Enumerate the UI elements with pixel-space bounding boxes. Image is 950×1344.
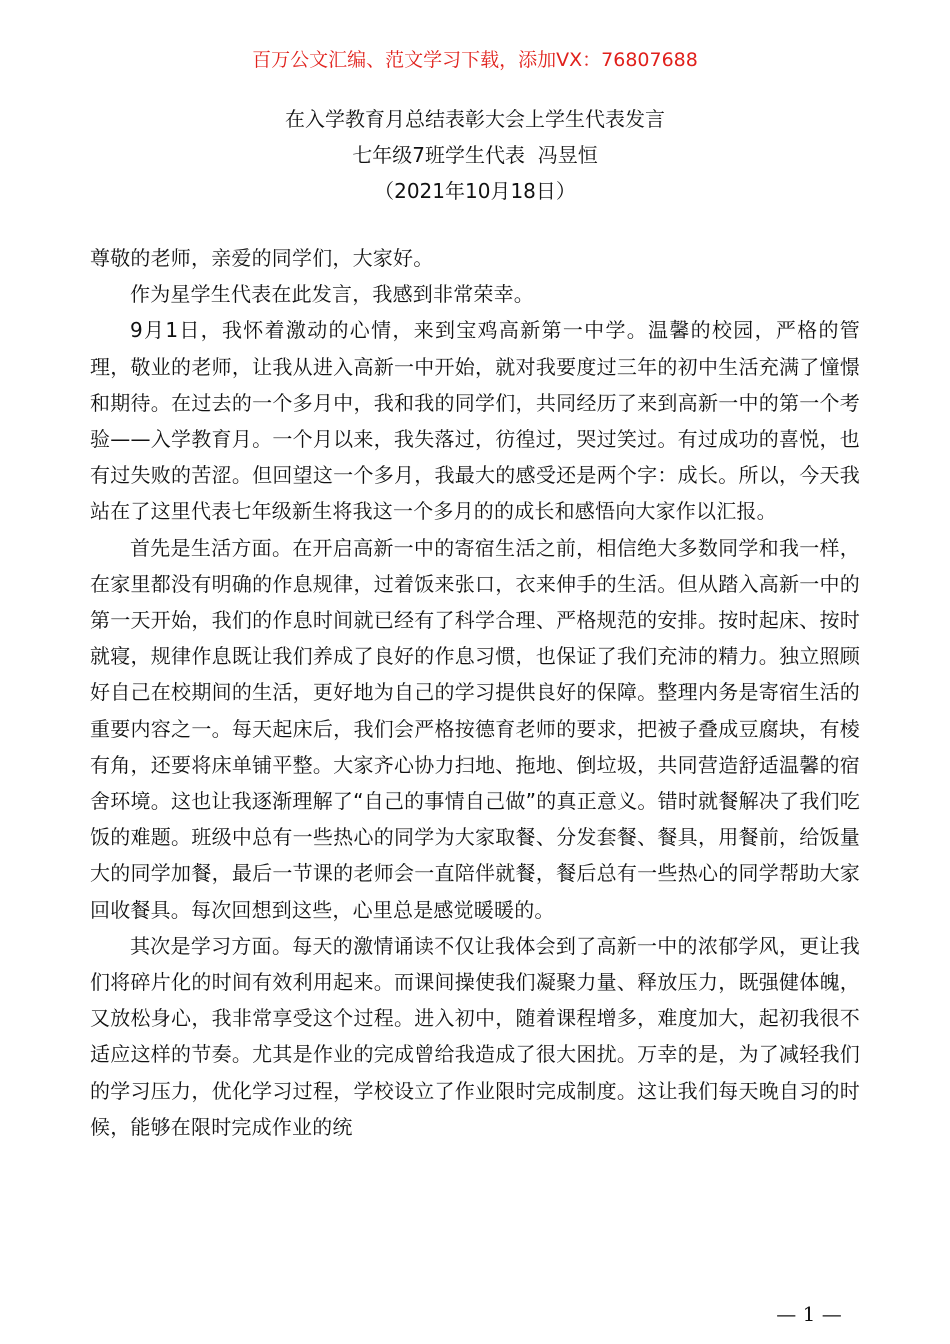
document-body [90, 240, 860, 1145]
banner-text: 百万公文汇编、范文学习下载，添加VX：76807688 [252, 49, 698, 71]
paragraph-2: 9月1日，我怀着激动的心情，来到宝鸡高新第一中学。温馨的校园，严格的管理，敬业的老师，让我从进入高新一中开始，就对我要度过三年的初中生活充满了憧憬和期待。在过去的一个多月中，我和我的同学们，共同经历了来到高新一中的第一个考验——入学教育月。一个月以来，我失落过，彷徨过，哭过笑过。有过成功的喜悦，也有过失败的苦涩。但回望这一个多月，我最大的感受还是两个字：成长。所以，今天我站在了这里代表七年级新生将我这一个多月的的成长和感悟向大家作以汇报。 [90, 318, 860, 524]
page-number: — 1 — [776, 1302, 842, 1326]
paragraph-4: 其次是学习方面。每天的激情诵读不仅让我体会到了高新一中的浓郁学风，更让我们将碎片化的时间有效利用起来。而课间操使我们凝聚力量、释放压力，既强健体魄，又放松身心，我非常享受这个过程。进入初中，随着课程增多，难度加大，起初我很不适应这样的节奏。尤其是作业的完成曾给我造成了很大困扰。万幸的是，为了减轻我们的学习压力，优化学习过程，学校设立了作业限时完成制度。这让我们每天晚自习的时候，能够在限时完成作业的统 [90, 933, 860, 1139]
title-block [0, 101, 950, 209]
paragraph-3: 首先是生活方面。在开启高新一中的寄宿生活之前，相信绝大多数同学和我一样，在家里都没有明确的作息规律，过着饭来张口，衣来伸手的生活。但从踏入高新一中的第一天开始，我们的作息时间就已经有了科学合理、严格规范的安排。按时起床、按时就寝，规律作息既让我们养成了良好的作息习惯，也保证了我们充沛的精力。独立照顾好自己在校期间的生活，更好地为自己的学习提供良好的保障。整理内务是寄宿生活的重要内容之一。每天起床后，我们会严格按德育老师的要求，把被子叠成豆腐块，有棱有角，还要将床单铺平整。大家齐心协力扫地、拖地、倒垃圾，共同营造舒适温馨的宿舍环境。这也让我逐渐理解了“自己的事情自己做”的真正意义。错时就餐解决了我们吃饭的难题。班级中总有一些热心的同学为大家取餐、分发套餐、餐具，用餐前，给饭量大的同学加餐，最后一节课的老师会一直陪伴就餐，餐后总有一些热心的同学帮助大家回收餐具。每次回想到这些，心里总是感觉暖暖的。 [90, 535, 860, 922]
greeting: 尊敬的老师，亲爱的同学们，大家好。 [90, 246, 434, 270]
paragraph-1: 作为星学生代表在此发言，我感到非常荣幸。 [130, 282, 534, 307]
header-banner [0, 47, 950, 73]
date-line: （2021年10月18日） [374, 179, 576, 203]
speaker-line: 七年级7班学生代表 冯昱恒 [352, 143, 598, 167]
document-title: 在入学教育月总结表彰大会上学生代表发言 [285, 107, 665, 131]
